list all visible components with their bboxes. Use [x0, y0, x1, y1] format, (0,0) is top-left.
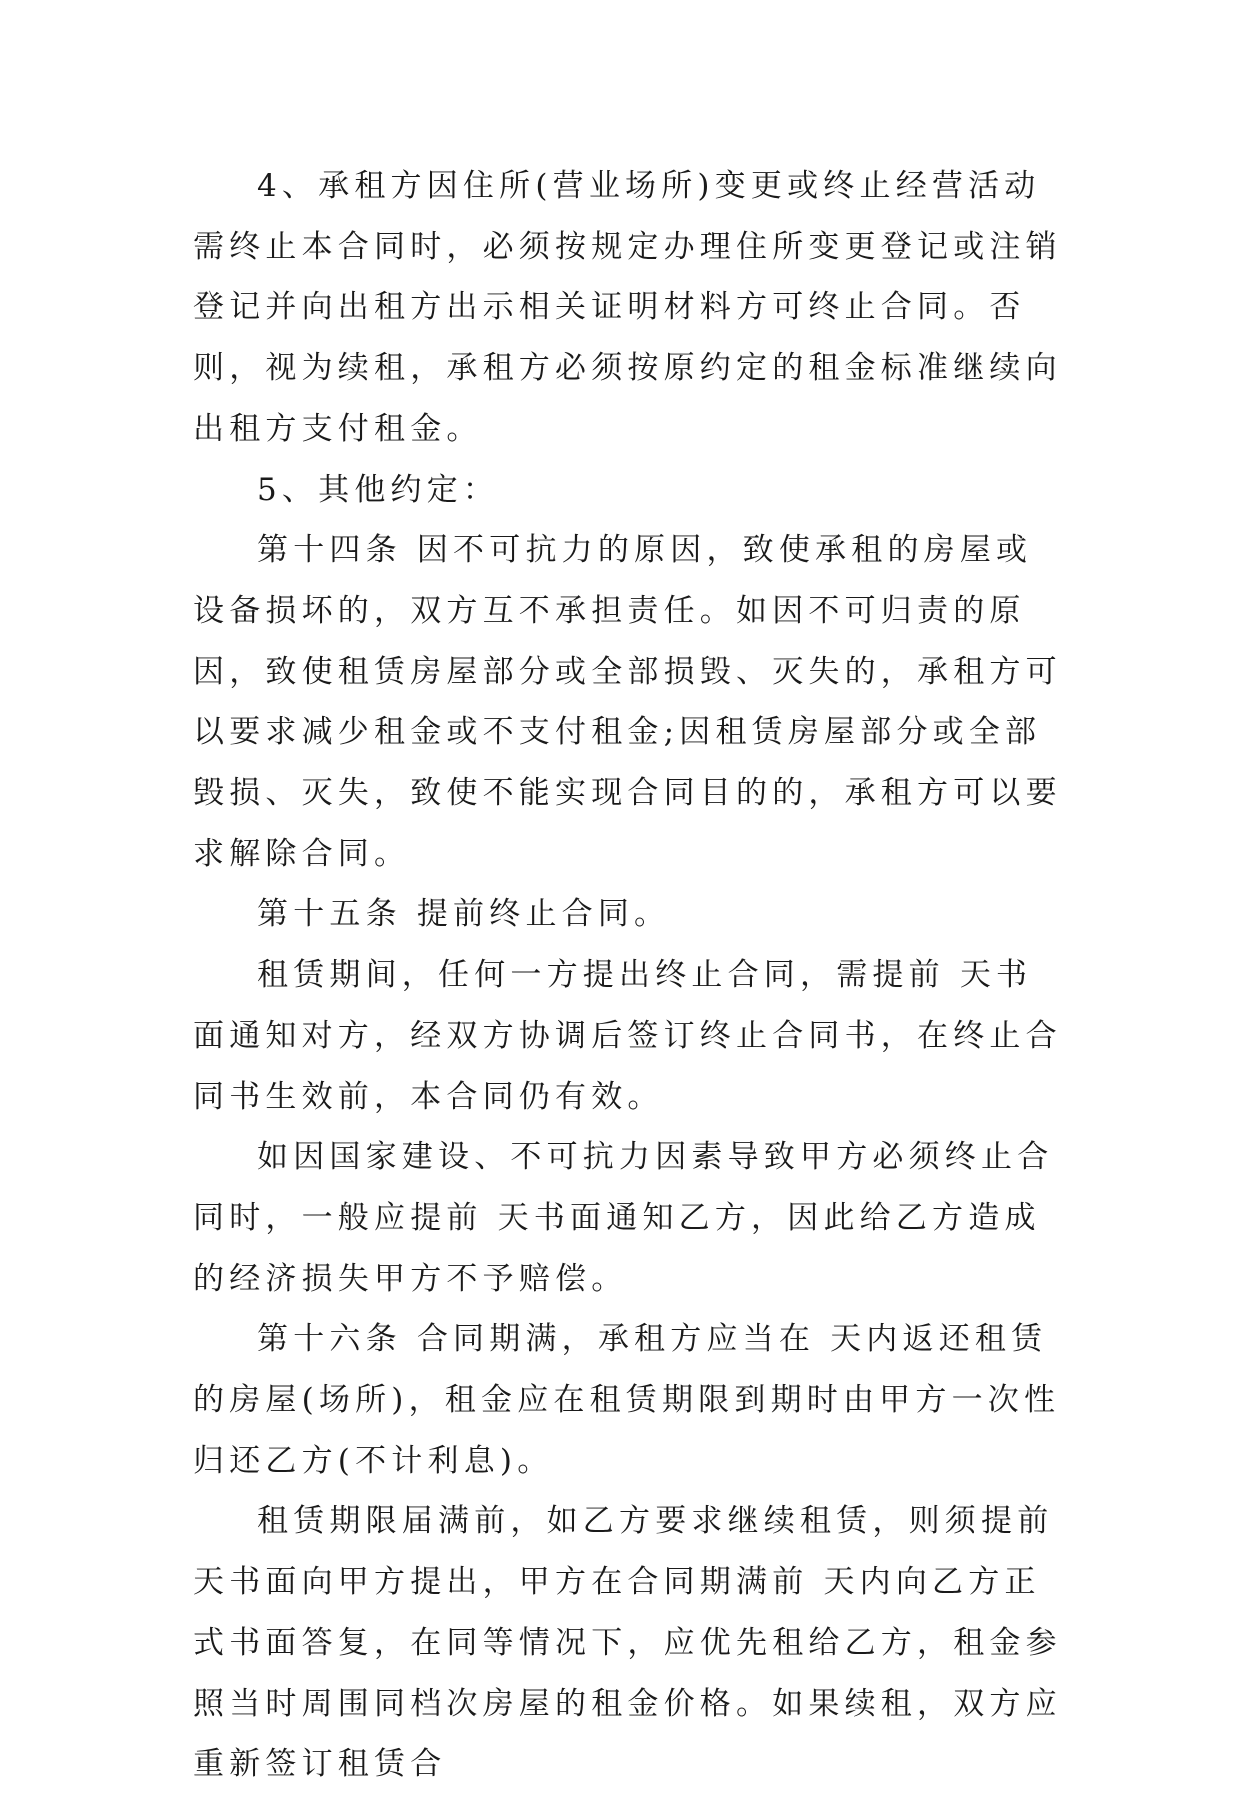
paragraph-early-termination-notice: 租赁期间，任何一方提出终止合同，需提前 天书面通知对方，经双方协调后签订终止合同书，在终止合同书生效前，本合同仍有效。: [193, 957, 1062, 1115]
paragraph-article-14-force-majeure: 第十四条 因不可抗力的原因，致使承租的房屋或设备损坏的，双方互不承担责任。如因不可归责的原因，致使租赁房屋部分或全部损毁、灭失的，承租方可以要求减少租金或不支付租金;因租赁房屋部分或全部毁损、灭失，致使不能实现合同目的的，承租方可以要求解除合同。: [193, 532, 1062, 872]
paragraph-article-15-heading: 第十五条 提前终止合同。: [257, 896, 671, 933]
paragraph-article-16-expiry: 第十六条 合同期满，承租方应当在 天内返还租赁的房屋(场所)，租金应在租赁期限到期时由甲方一次性归还乙方(不计利息)。: [193, 1321, 1061, 1479]
paragraph-renewal: 租赁期限届满前，如乙方要求继续租赁，则须提前 天书面向甲方提出，甲方在合同期满前 天内向乙方正式书面答复，在同等情况下，应优先租给乙方，租金参照当时周围同档次房屋的租金价格。如果续租，双方应重新签订租赁合: [193, 1503, 1062, 1783]
paragraph-termination-address-change: 4、承租方因住所(营业场所)变更或终止经营活动需终止本合同时，必须按规定办理住所变更登记或注销登记并向出租方出示相关证明材料方可终止合同。否则，视为续租，承租方必须按原约定的租金标准继续向出租方支付租金。: [193, 168, 1062, 447]
paragraph-other-agreements: 5、其他约定：: [257, 471, 500, 508]
paragraph-state-construction-termination: 如因国家建设、不可抗力因素导致甲方必须终止合同时，一般应提前 天书面通知乙方，因此给乙方造成的经济损失甲方不予赔偿。: [193, 1139, 1054, 1297]
document-body: [193, 156, 1063, 1795]
